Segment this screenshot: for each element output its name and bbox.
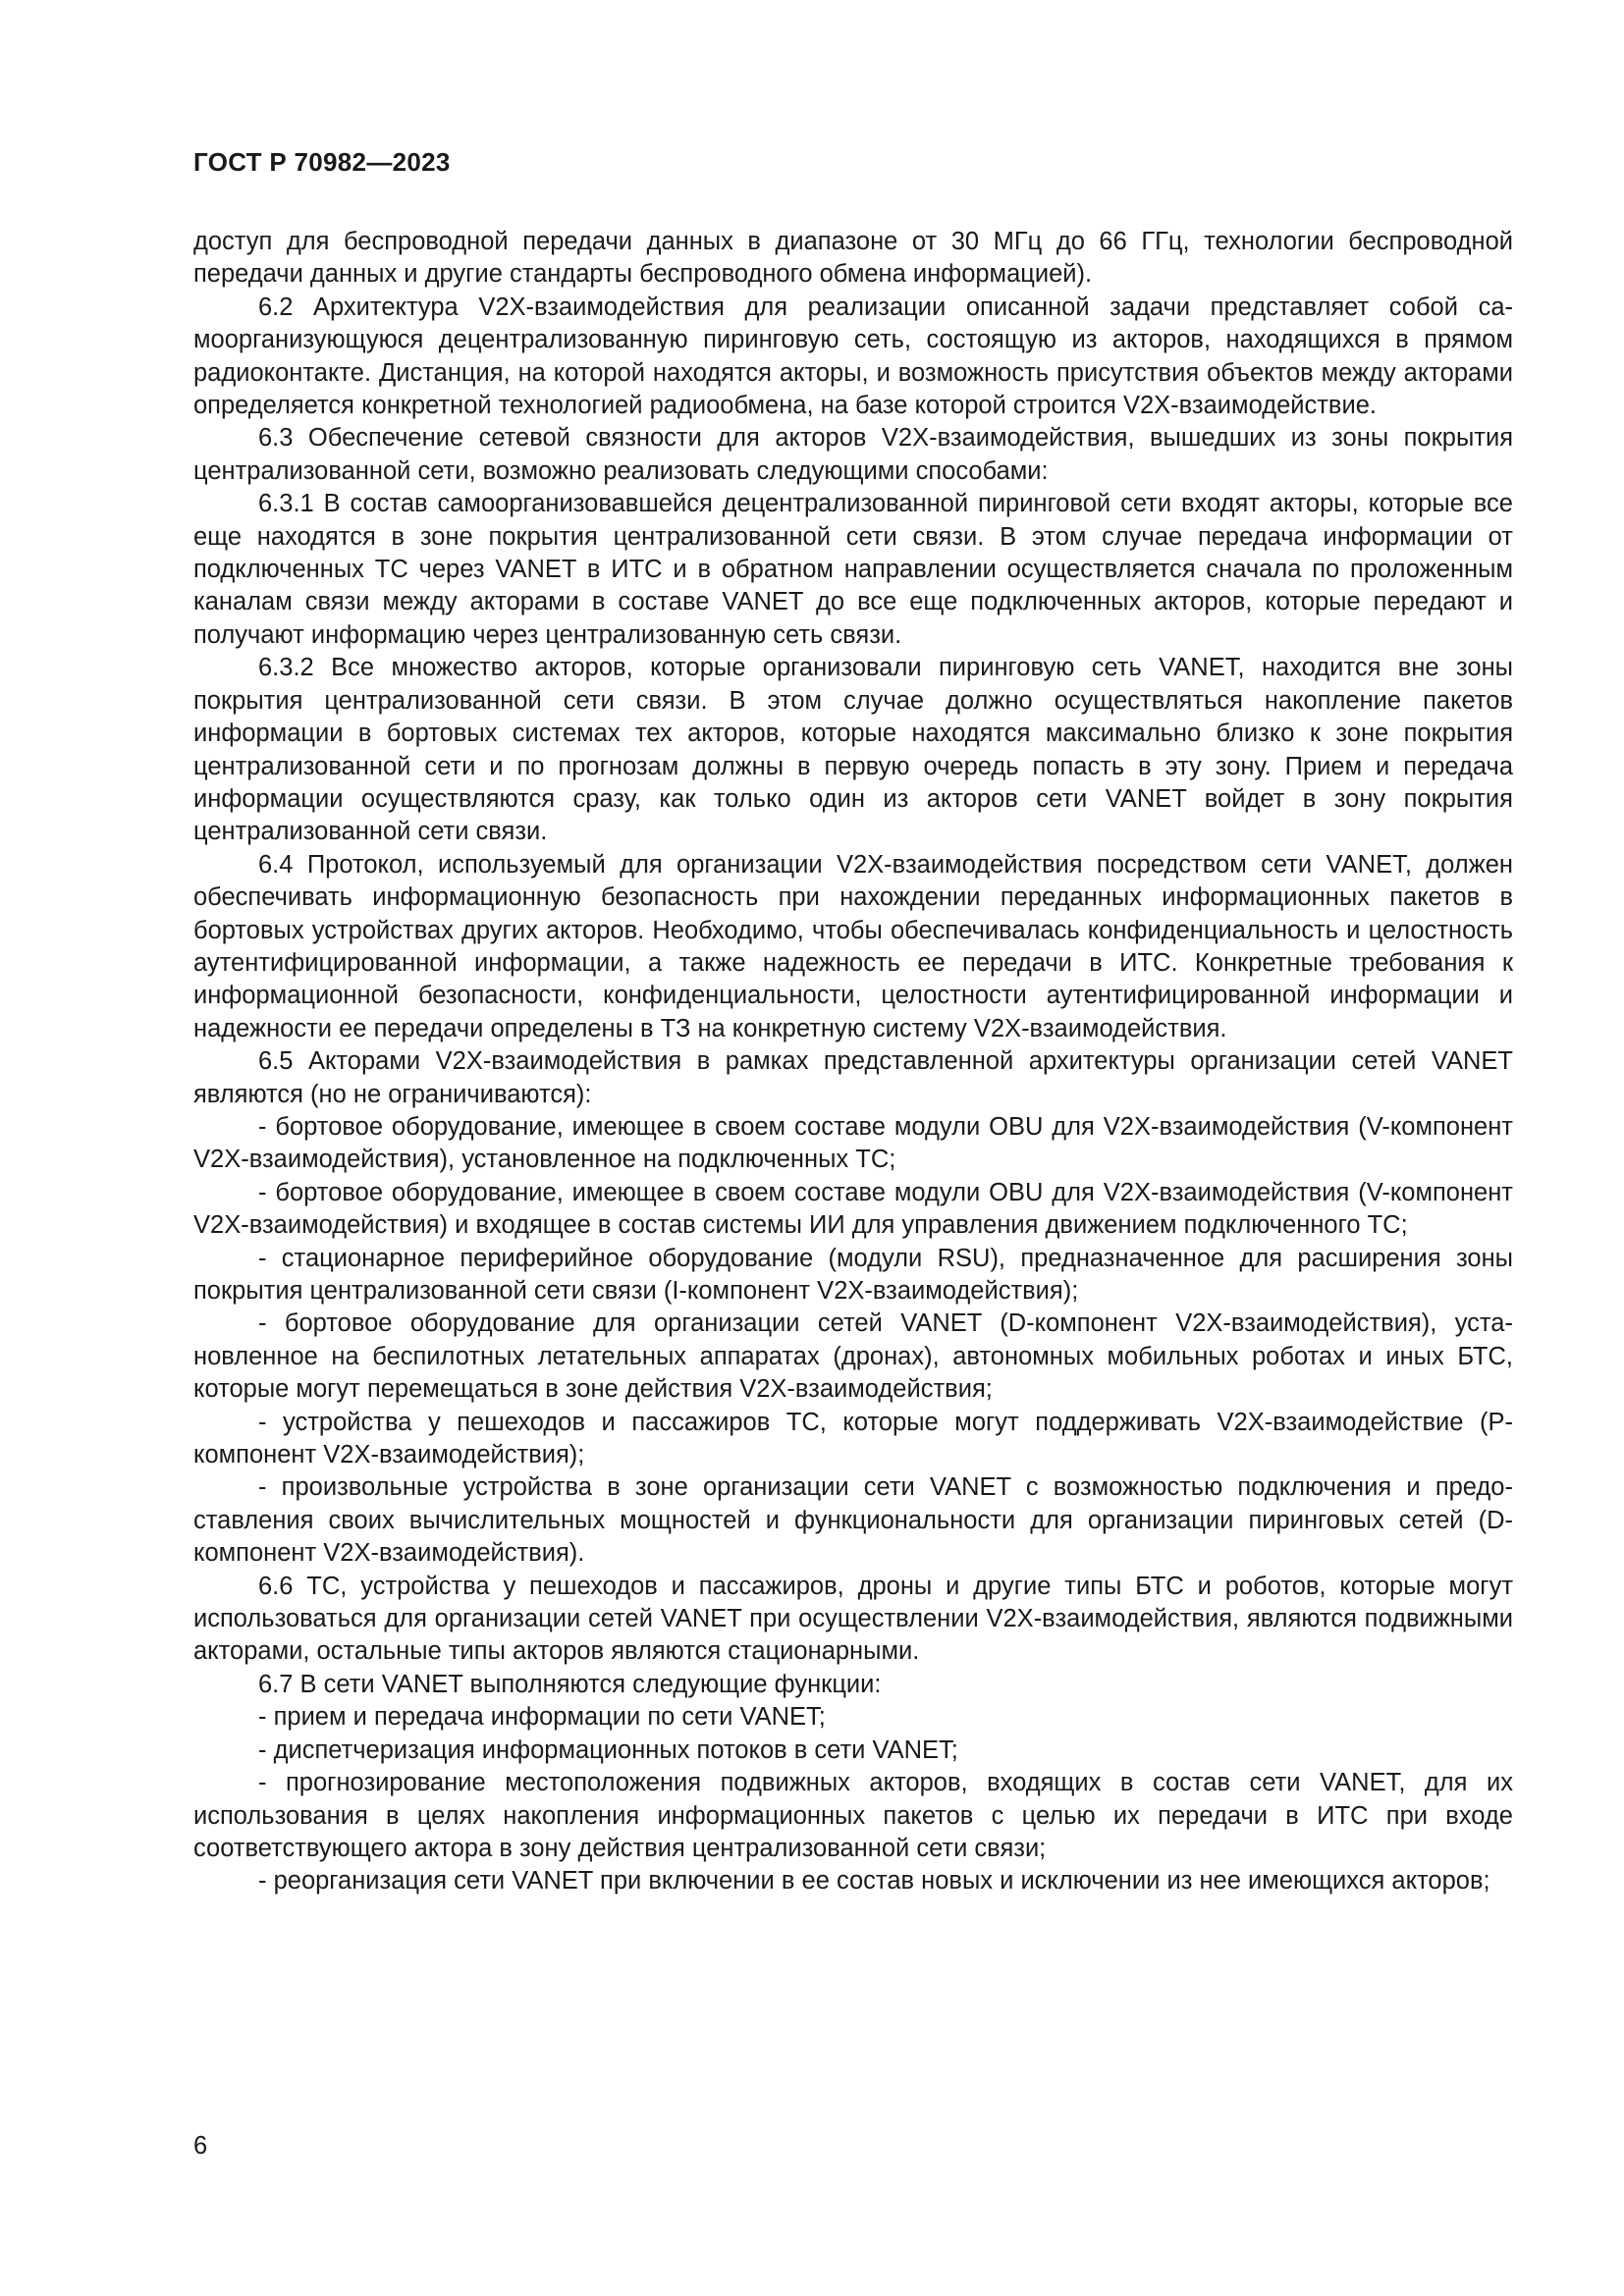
list-item: - произвольные устройства в зоне организации сети VANET с возможностью подключения и предоставления своих вычислительных мощностей и функциональности для организации пиринговых сетей (D-компонент V2X-взаимодействия). [193, 1473, 1513, 1568]
list-item: - устройства у пешеходов и пассажиров ТС, которые могут поддерживать V2X-взаимодействие (Р-компонент V2X-взаимодействия); [193, 1408, 1513, 1469]
list-item: - реорганизация сети VANET при включении в ее состав новых и исключении из нее имеющихся акторов; [258, 1867, 1490, 1896]
page-number: 6 [193, 2132, 208, 2160]
paragraph: доступ для беспроводной передачи данных в диапазоне от 30 МГц до 66 ГГц, технологии беспроводной передачи данных и другие стандарты беспроводного обмена информацией). [193, 228, 1513, 289]
paragraph: 6.3.2 Все множество акторов, которые организовали пиринговую сеть VANET, находится вне зоны покрытия централизованной сети связи. В этом случае должно осуществляться накопление пакетов информации в бортовых системах тех акторов, которые находятся максимально близко к зоне покрытия централизованной сети и по прогнозам должны в первую очередь попасть в эту зону. Прием и передача информации осуществляются сразу, как только один из акторов сети VANET войдет в зону покрытия централизованной сети связи. [193, 654, 1513, 846]
document-header: ГОСТ Р 70982—2023 [193, 147, 451, 177]
list-item: - прием и передача информации по сети VANET; [258, 1703, 826, 1732]
paragraph: 6.3 Обеспечение сетевой связности для акторов V2X-взаимодействия, вышедших из зоны покрытия централизованной сети, возможно реализовать следующими способами: [193, 424, 1513, 485]
paragraph: 6.6 ТС, устройства у пешеходов и пассажиров, дроны и другие типы БТС и роботов, которые могут использоваться для организации сетей VANET при осуществлении V2X-взаимодействия, являются подвижными акторами, остальные типы акторов являются стационарными. [193, 1572, 1513, 1666]
document-body [193, 226, 1513, 1898]
paragraph: 6.5 Акторами V2X-взаимодействия в рамках представленной архитектуры организации сетей VANET являются (но не ограничиваются): [193, 1047, 1513, 1108]
paragraph: 6.7 В сети VANET выполняются следующие функции: [258, 1670, 882, 1698]
list-item: - бортовое оборудование для организации сетей VANET (D-компонент V2X-взаимодействия), установленное на беспилотных летательных аппаратах (дронах), автономных мобильных роботах и иных БТС, которые могут перемещаться в зоне действия V2X-взаимодействия; [193, 1309, 1513, 1404]
paragraph: 6.3.1 В состав самоорганизовавшейся децентрализованной пиринговой сети входят акторы, которые все еще находятся в зоне покрытия централизованной сети связи. В этом случае передача информации от подключенных ТС через VANET в ИТС и в обратном направлении осуществляется сначала по проложенным каналам связи между акторами в составе VANET до все еще подключенных акторов, которые передают и получают информацию через централизованную сеть связи. [193, 490, 1513, 649]
list-item: - стационарное периферийное оборудование (модули RSU), предназначенное для расширения зоны покрытия централизованной сети связи (I-компонент V2X-взаимодействия); [193, 1244, 1513, 1305]
paragraph: 6.2 Архитектура V2X-взаимодействия для реализации описанной задачи представляет собой самоорганизующуюся децентрализованную пиринговую сеть, состоящую из акторов, находящихся в прямом радиоконтакте. Дистанция, на которой находятся акторы, и возможность присутствия объектов между акторами определяется конкретной технологией радиообмена, на базе которой строится V2X-взаимодействие. [193, 293, 1513, 420]
list-item: - бортовое оборудование, имеющее в своем составе модули OBU для V2X-взаимодействия (V-компонент V2X-взаимодействия) и входящее в состав системы ИИ для управления движением подключенного ТС; [193, 1178, 1513, 1240]
list-item: - диспетчеризация информационных потоков в сети VANET; [258, 1735, 958, 1764]
paragraph: 6.4 Протокол, используемый для организации V2X-взаимодействия посредством сети VANET, должен обеспечивать информационную безопасность при нахождении переданных информационных пакетов в бортовых устройствах других акторов. Необходимо, чтобы обеспечивалась конфиденциальность и целостность аутентифицированной информации, а также надежность ее передачи в ИТС. Конкретные требования к информационной безопасности, конфиденциальности, целостности аутентифицированной информации и надежности ее передачи определены в ТЗ на конкретную систему V2X-взаимодействия. [193, 850, 1513, 1042]
list-item: - прогнозирование местоположения подвижных акторов, входящих в состав сети VANET, для их использования в целях накопления информационных пакетов с целью их передачи в ИТС при входе соответствующего актора в зону действия централизованной сети связи; [193, 1769, 1513, 1862]
list-item: - бортовое оборудование, имеющее в своем составе модули OBU для V2X-взаимодействия (V-компонент V2X-взаимодействия), установленное на подключенных ТС; [193, 1112, 1513, 1174]
